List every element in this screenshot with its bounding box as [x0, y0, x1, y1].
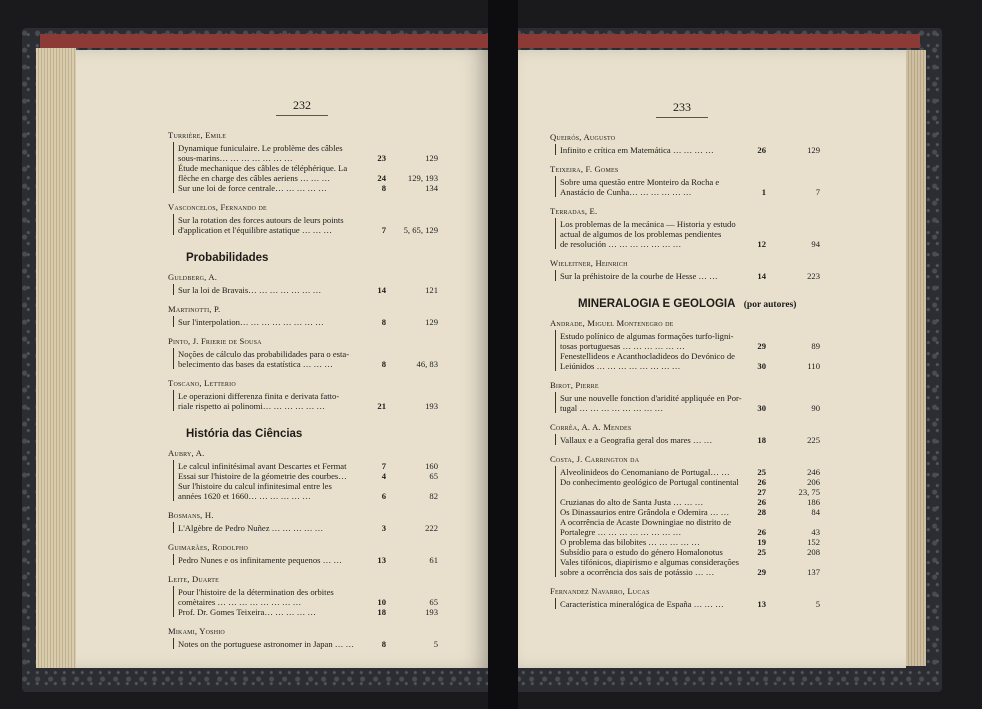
- section-heading-suffix: (por autores): [741, 300, 797, 310]
- author-name-text: Costa, J. Carrington da: [550, 454, 640, 464]
- entry-bracket-line: [173, 390, 174, 411]
- cover-edge-band: [40, 34, 920, 48]
- entry-bracket-line: [555, 598, 556, 609]
- section-heading-text: História das Ciências: [186, 428, 303, 440]
- page-references: 193: [425, 607, 438, 617]
- entry-bracket-line: [173, 284, 174, 295]
- author-name: [168, 202, 267, 212]
- entry-bracket-line: [173, 586, 174, 617]
- page-references: 206: [807, 477, 820, 487]
- author-name: [168, 626, 225, 636]
- entry-title-line: Subsídio para o estudo do género Homalonotus: [560, 547, 723, 557]
- entry-title-line: de resolución … … … … … … …: [560, 239, 682, 249]
- page-references: 121: [425, 285, 438, 295]
- page-references: 90: [811, 403, 820, 413]
- entry-bracket-line: [555, 176, 556, 197]
- entry-title-line: Prof. Dr. Gomes Teixeira… … … … …: [178, 607, 316, 617]
- author-name: [550, 380, 599, 390]
- volume-number: 14: [757, 271, 766, 281]
- book-spine: [488, 0, 518, 709]
- volume-number: 12: [757, 239, 766, 249]
- volume-number: 8: [381, 317, 386, 327]
- entry-bracket-line: [173, 554, 174, 565]
- page-references: 129: [807, 145, 820, 155]
- entry-bracket-line: [173, 522, 174, 533]
- volume-number: 26: [757, 497, 766, 507]
- volume-number: 29: [757, 341, 766, 351]
- page-references: 89: [811, 341, 820, 351]
- author-name-text: Birot, Pierre: [550, 380, 599, 390]
- volume-number: 18: [377, 607, 386, 617]
- page-references: 5, 65, 129: [403, 225, 438, 235]
- entry-title-line: Le operazioni differenza finita e derivata fatto-: [178, 391, 340, 401]
- volume-number: 29: [757, 567, 766, 577]
- entry-bracket-line: [173, 142, 174, 193]
- author-name: [168, 130, 226, 140]
- entry-title-line: L'Algèbre de Pedro Nuñez … … … … …: [178, 523, 324, 533]
- section-heading: [186, 428, 302, 440]
- entry-bracket-line: [173, 348, 174, 369]
- page-references: 134: [425, 183, 438, 193]
- section-heading: [578, 298, 796, 310]
- page-references: 65: [429, 597, 438, 607]
- volume-number: 13: [377, 555, 386, 565]
- page-references: 43: [811, 527, 820, 537]
- volume-number: 3: [381, 523, 386, 533]
- page-references: 61: [429, 555, 438, 565]
- volume-number: 7: [381, 225, 386, 235]
- entry-bracket-line: [173, 460, 174, 501]
- entry-title-line: Sur la préhistoire de la courbe de Hesse … …: [560, 271, 718, 281]
- author-name-text: Vasconcelos, Fernando de: [168, 202, 267, 212]
- author-name-text: Bosmans, H.: [168, 510, 214, 520]
- author-name-text: Martinotti, P.: [168, 304, 221, 314]
- volume-number: 13: [757, 599, 766, 609]
- author-name: [550, 422, 631, 432]
- volume-number: 8: [381, 183, 386, 193]
- volume-number: 26: [757, 477, 766, 487]
- entry-title-line: Sobre uma questão entre Monteiro da Rocha e: [560, 177, 720, 187]
- entry-title-line: Sur l'interpolation… … … … … … … …: [178, 317, 324, 327]
- entry-title-line: Sur une nouvelle fonction d'aridité appliquée en Por-: [560, 393, 742, 403]
- entry-title-line: Vales tifónicos, diapirismo e algumas considerações: [560, 557, 739, 567]
- entry-title-line: riale rispetto ai polinomi… … … … … …: [178, 401, 326, 411]
- entry-title-line: Anastácio de Cunha… … … … … …: [560, 187, 692, 197]
- page-references: 160: [425, 461, 438, 471]
- volume-number: 26: [757, 527, 766, 537]
- entry-title-line: Sur la loi de Bravais… … … … … … …: [178, 285, 322, 295]
- author-name-text: Turrière, Emile: [168, 130, 227, 140]
- volume-number: 28: [757, 507, 766, 517]
- author-name-text: Toscano, Letterio: [168, 378, 236, 388]
- author-name: [168, 448, 205, 458]
- entry-title-line: Le calcul infinitésimal avant Descartes et Fermat: [178, 461, 347, 471]
- entry-title-line: comètaires … … … … … … … …: [178, 597, 302, 607]
- entry-title-line: tugal … … … … … … … …: [560, 403, 664, 413]
- volume-number: 26: [757, 145, 766, 155]
- entry-bracket-line: [555, 218, 556, 249]
- entry-title-line: Notes on the portuguese astronomer in Japan … …: [178, 639, 355, 649]
- author-name: [168, 336, 262, 346]
- author-name: [550, 206, 597, 216]
- entry-bracket-line: [173, 638, 174, 649]
- entry-title-line: A ocorrência de Acaste Downingiae no distrito de: [560, 517, 732, 527]
- author-name: [550, 164, 618, 174]
- page-references: 84: [811, 507, 820, 517]
- author-name: [550, 586, 650, 596]
- entry-bracket-line: [555, 270, 556, 281]
- volume-number: 21: [377, 401, 386, 411]
- entry-title-line: belecimento das bases da estatística … … …: [178, 359, 333, 369]
- author-name-text: Guldberg, A.: [168, 272, 218, 282]
- entry-title-line: Étude mechanique des câbles de téléphérique. La: [178, 163, 348, 173]
- volume-number: 30: [757, 403, 766, 413]
- author-name-text: Wieleitner, Heinrich: [550, 258, 628, 268]
- page-references: 223: [807, 271, 820, 281]
- page-references: 7: [815, 187, 820, 197]
- page-references: 137: [807, 567, 820, 577]
- page-number: 233: [673, 100, 691, 114]
- author-name-text: Aubry, A.: [168, 448, 205, 458]
- page-references: 129, 193: [407, 173, 438, 183]
- entry-title-line: Los problemas de la mecánica — Historia y estudo: [560, 219, 736, 229]
- entry-title-line: sous-marins… … … … … … …: [178, 153, 293, 163]
- volume-number: 1: [761, 187, 766, 197]
- volume-number: 30: [757, 361, 766, 371]
- page-references: 82: [429, 491, 438, 501]
- volume-number: 8: [381, 359, 386, 369]
- page-references: 94: [811, 239, 820, 249]
- entry-title-line: Portalegre … … … … … … … …: [560, 527, 682, 537]
- author-name-text: Fernandez Navarro, Lucas: [550, 586, 650, 596]
- entry-title-line: Sur l'histoire du calcul infinitesimal entre les: [178, 481, 332, 491]
- author-name: [168, 542, 248, 552]
- page-references: 222: [425, 523, 438, 533]
- page-number-rule: [276, 115, 328, 116]
- volume-number: 10: [377, 597, 386, 607]
- entry-bracket-line: [173, 214, 174, 235]
- page-references: 225: [807, 435, 820, 445]
- author-name: [550, 454, 639, 464]
- entry-title-line: Dynamique funiculaire. Le problème des câbles: [178, 143, 343, 153]
- page-references: 246: [807, 467, 820, 477]
- volume-number: 7: [381, 461, 386, 471]
- section-heading-text: Probabilidades: [186, 252, 269, 264]
- volume-number: 4: [381, 471, 386, 481]
- volume-number: 27: [757, 487, 766, 497]
- author-name: [168, 378, 236, 388]
- author-name: [550, 132, 615, 142]
- volume-number: 19: [757, 537, 766, 547]
- volume-number: 8: [381, 639, 386, 649]
- page-references: 129: [425, 317, 438, 327]
- page-references: 186: [807, 497, 820, 507]
- entry-title-line: Leiúnidos … … … … … … … …: [560, 361, 681, 371]
- entry-title-line: Estudo polínico de algumas formações turfo-ligni-: [560, 331, 734, 341]
- entry-bracket-line: [555, 434, 556, 445]
- page-references: 193: [425, 401, 438, 411]
- entry-title-line: Do conhecimento geológico de Portugal continental: [560, 477, 739, 487]
- entry-title-line: années 1620 et 1660… … … … … …: [178, 491, 311, 501]
- entry-title-line: sobre a ocorrência dos sais de potássio … …: [560, 567, 715, 577]
- entry-bracket-line: [555, 466, 556, 577]
- entry-bracket-line: [555, 330, 556, 371]
- entry-title-line: tosas portuguesas … … … … … …: [560, 341, 685, 351]
- volume-number: 25: [757, 547, 766, 557]
- volume-number: 24: [377, 173, 386, 183]
- author-name: [168, 272, 217, 282]
- author-name-text: Corrêa, A. A. Mendes: [550, 422, 632, 432]
- entry-title-line: O problema das bilobites … … … … …: [560, 537, 700, 547]
- entry-bracket-line: [173, 316, 174, 327]
- entry-title-line: d'application et l'équilibre astatique … … …: [178, 225, 332, 235]
- entry-title-line: Pedro Nunes e os infinitamente pequenos … …: [178, 555, 342, 565]
- volume-number: 25: [757, 467, 766, 477]
- entry-title-line: actual de algumos de los problemas pendientes: [560, 229, 722, 239]
- page-number: 232: [293, 98, 311, 112]
- entry-title-line: Noções de cálculo das probabilidades para o esta-: [178, 349, 350, 359]
- entry-title-line: Característica mineralógica de España … … …: [560, 599, 724, 609]
- page-references: 110: [807, 361, 820, 371]
- page-references: 152: [807, 537, 820, 547]
- author-name: [550, 258, 628, 268]
- author-name-text: Queirós, Augusto: [550, 132, 616, 142]
- entry-title-line: Vallaux e a Geografia geral dos mares … …: [560, 435, 713, 445]
- entry-title-line: flèche en charge des câbles aeriens … … …: [178, 173, 331, 183]
- page-edges-left: [36, 48, 76, 668]
- entry-title-line: Cruzianas do alto de Santa Justa … … …: [560, 497, 704, 507]
- author-name: [550, 318, 674, 328]
- left-page: [76, 50, 492, 668]
- author-name-text: Mikami, Yoshio: [168, 626, 225, 636]
- entry-title-line: Os Dinassaurios entre Grândola e Odemira … …: [560, 507, 730, 517]
- page-references: 5: [815, 599, 820, 609]
- section-heading-text: MINERALOGIA E GEOLOGIA: [578, 298, 736, 310]
- entry-title-line: Alveolinideos do Cenomaniano de Portugal… …: [560, 467, 730, 477]
- entry-title-line: Pour l'histoire de la détermination des orbites: [178, 587, 334, 597]
- entry-bracket-line: [555, 144, 556, 155]
- author-name-text: Guimarães, Rodolpho: [168, 542, 249, 552]
- page-references: 129: [425, 153, 438, 163]
- page-edges-right: [906, 50, 926, 666]
- author-name: [168, 574, 219, 584]
- page-references: 65: [429, 471, 438, 481]
- volume-number: 23: [377, 153, 386, 163]
- entry-bracket-line: [555, 392, 556, 413]
- page-references: 208: [807, 547, 820, 557]
- author-name-text: Pinto, J. Frierie de Sousa: [168, 336, 262, 346]
- author-name: [168, 510, 214, 520]
- entry-title-line: Infinito e crítica em Matemática … … … …: [560, 145, 714, 155]
- page-references: 5: [433, 639, 438, 649]
- page-number-rule: [656, 117, 708, 118]
- author-name-text: Leite, Duarte: [168, 574, 219, 584]
- entry-title-line: Sur une loi de force centrale… … … … …: [178, 183, 327, 193]
- volume-number: 14: [377, 285, 386, 295]
- right-page: [494, 50, 906, 668]
- volume-number: 18: [757, 435, 766, 445]
- entry-title-line: Sur la rotation des forces autours de leurs points: [178, 215, 344, 225]
- section-heading: [186, 252, 268, 264]
- author-name: [168, 304, 220, 314]
- author-name-text: Andrade, Miguel Montenegro de: [550, 318, 674, 328]
- page-references: 46, 83: [416, 359, 438, 369]
- volume-number: 6: [381, 491, 386, 501]
- page-references: 23, 75: [798, 487, 820, 497]
- author-name-text: Teixeira, F. Gomes: [550, 164, 619, 174]
- author-name-text: Terradas, E.: [550, 206, 598, 216]
- entry-title-line: Essai sur l'histoire de la géometrie des courbes…: [178, 471, 347, 481]
- entry-title-line: Fenestellideos e Acanthocladideos do Devónico de: [560, 351, 735, 361]
